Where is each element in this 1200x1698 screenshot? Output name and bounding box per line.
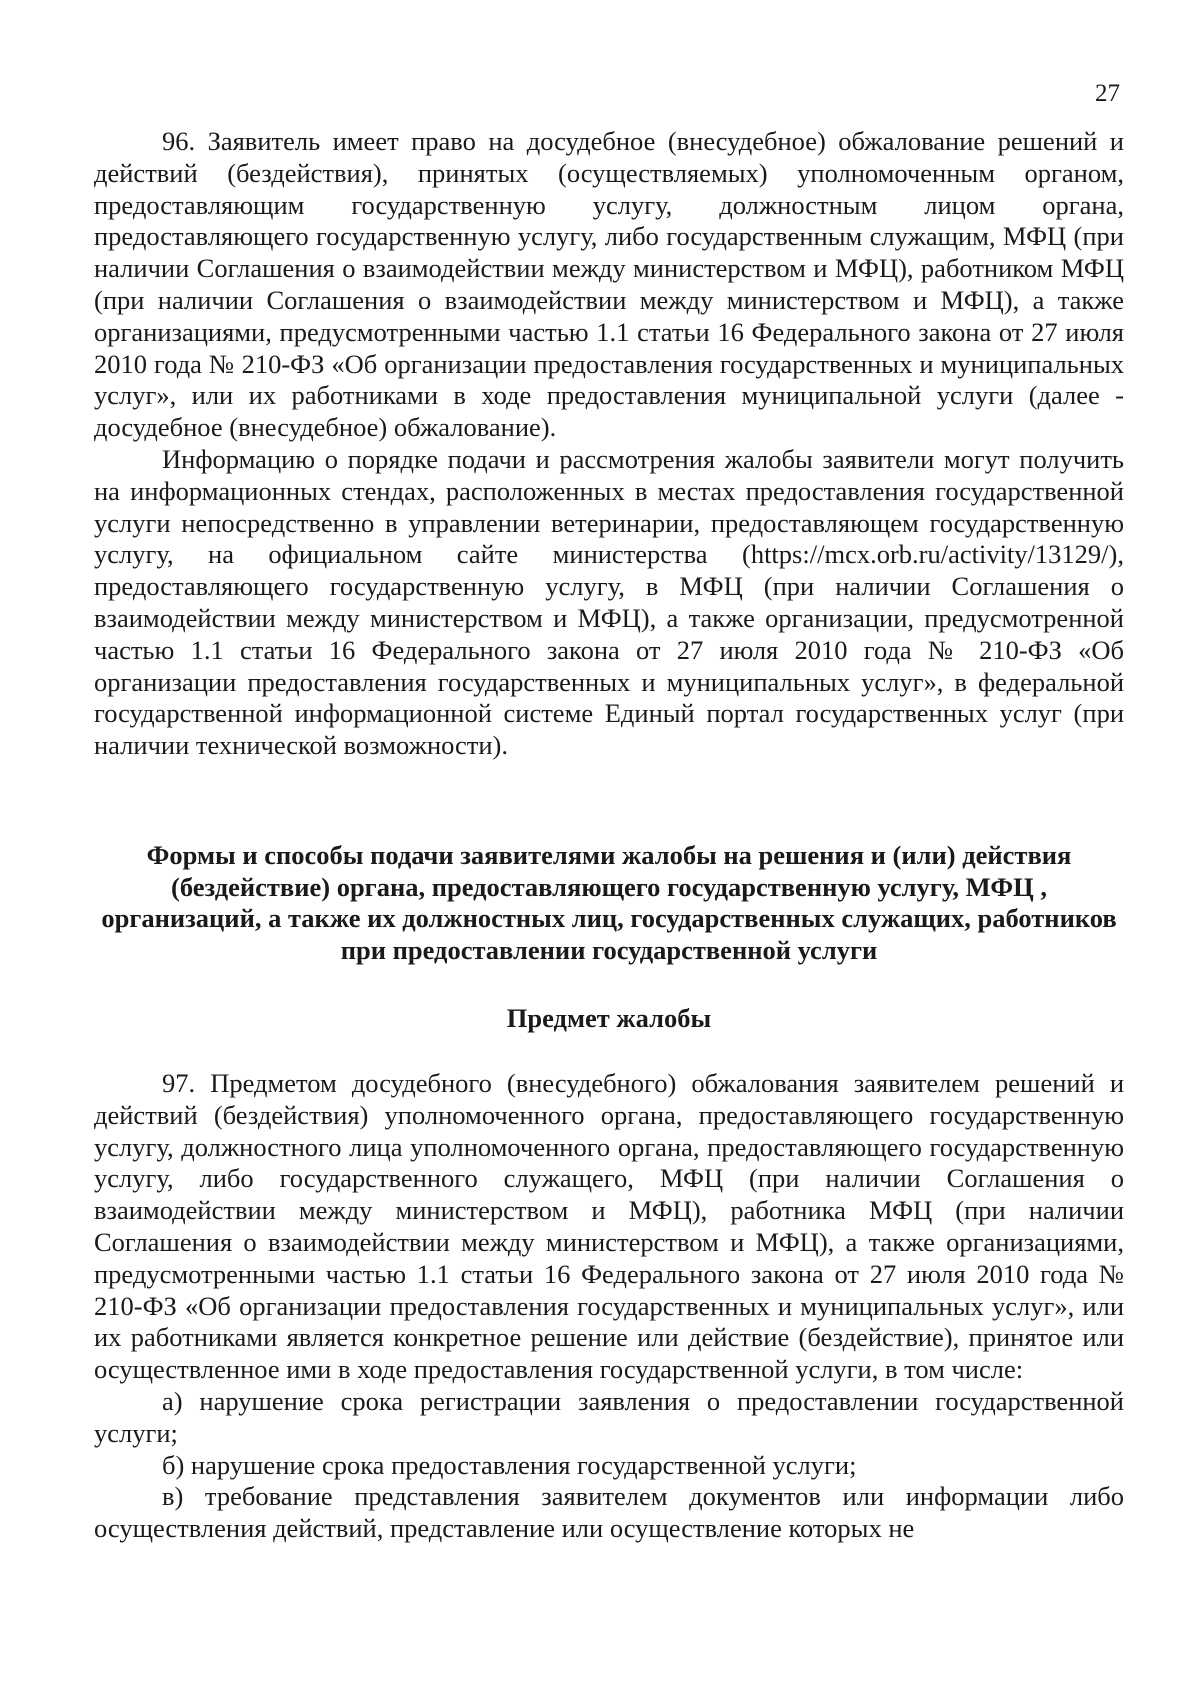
page-number: 27 <box>1095 80 1120 107</box>
text-block-complaint-subject <box>94 1068 1124 1545</box>
list-item-b: б) нарушение срока предоставления государственной услуги; <box>162 1449 857 1480</box>
subsection-heading: Предмет жалобы <box>506 1003 712 1033</box>
list-item-c: в) требование представления заявителем документов или информации либо осуществления действий, представление или осуществление которых не <box>94 1481 1124 1544</box>
paragraph-complaint-info: Информацию о порядке подачи и рассмотрения жалобы заявители могут получить на информационных стендах, расположенных в местах предоставления государственной услуги непосредственно в управлении ветеринарии, предоставляющем государственную услугу, на официальном сайте министерства (https://mcx.orb.ru/activity/13129/), предоставляющего государственную услугу, в МФЦ (при наличии Соглашения о взаимодействии между министерством и МФЦ), а также организации, предусмотренной частью 1.1 статьи 16 Федерального закона от 27 июля 2010 года № 210-ФЗ «Об организации предоставления государственных и муниципальных услуг», в федеральной государственной информационной системе Единый портал государственных услуг (при наличии технической возможности). <box>94 443 1124 761</box>
list-item-a: а) нарушение срока регистрации заявления о предоставлении государственной услуги; <box>94 1385 1124 1448</box>
paragraph-96: 96. Заявитель имеет право на досудебное (внесудебное) обжалование решений и действий (бездействия), принятых (осуществляемых) уполномоченным органом, предоставляющим государственную услугу, должностным лицом органа, предоставляющего государственную услугу, либо государственным служащим, МФЦ (при наличии Соглашения о взаимодействии между министерством и МФЦ), работником МФЦ (при наличии Соглашения о взаимодействии между министерством и МФЦ), а также организациями, предусмотренными частью 1.1 статьи 16 Федерального закона от 27 июля 2010 года № 210-ФЗ «Об организации предоставления государственных и муниципальных услуг», или их работниками в ходе предоставления муниципальной услуги (далее - досудебное (внесудебное) обжалование). <box>94 126 1124 443</box>
section-heading: Формы и способы подачи заявителями жалобы на решения и (или) действия (бездействие) органа, предоставляющего государственную услугу, МФЦ , организаций, а также их должностных лиц, государственных служащих, работников при предоставлении государственной услуги <box>101 840 1117 965</box>
text-block-appeal-right <box>94 126 1124 762</box>
paragraph-97: 97. Предметом досудебного (внесудебного) обжалования заявителем решений и действий (бездействия) уполномоченного органа, предоставляющего государственную услугу, должностного лица уполномоченного органа, предоставляющего государственную услугу, либо государственного служащего, МФЦ (при наличии Соглашения о взаимодействии между министерством и МФЦ), работника МФЦ (при наличии Соглашения о взаимодействии между министерством и МФЦ), а также организациями, предусмотренными частью 1.1 статьи 16 Федерального закона от 27 июля 2010 года № 210-ФЗ «Об организации предоставления государственных и муниципальных услуг», или их работниками является конкретное решение или действие (бездействие), принятое или осуществленное ими в ходе предоставления государственной услуги, в том числе: <box>94 1068 1124 1385</box>
